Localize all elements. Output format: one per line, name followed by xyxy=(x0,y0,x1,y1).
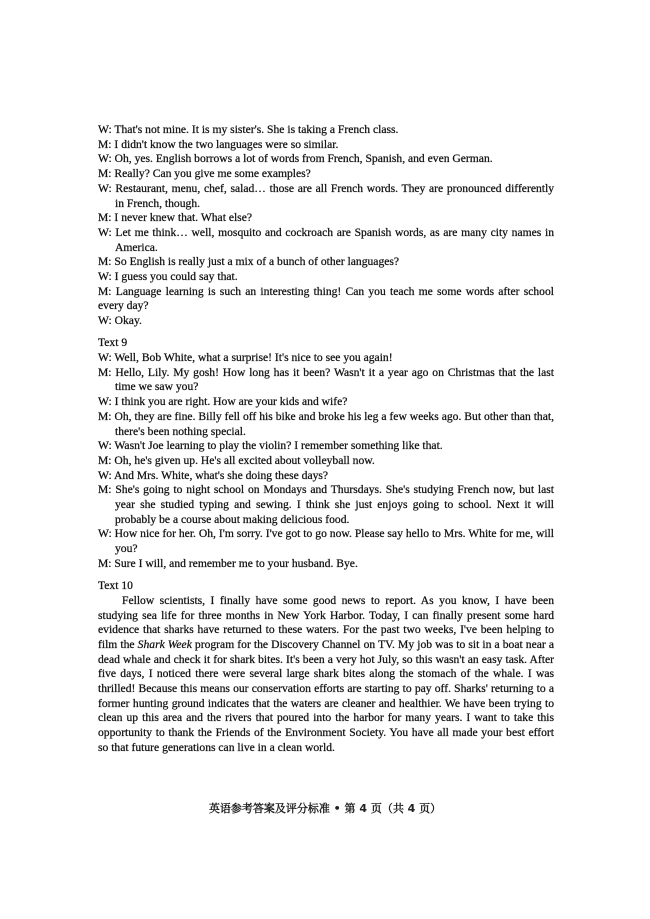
dialogue-line: M: Oh, he's given up. He's all excited about volleyball now. xyxy=(98,453,375,467)
text9-heading: Text 9 xyxy=(98,336,128,350)
dialogue-line: M: She's going to night school on Mondays and Thursdays. She's studying French now, but last year she studied typing and sewing. I think she just enjoys going to school. Next it will probably be a course about making delicious food. xyxy=(98,483,554,526)
dialogue-line: M: I didn't know the two languages were so similar. xyxy=(98,137,339,151)
dialogue-line: W: Let me think… well, mosquito and cockroach are Spanish words, as are many city names in America. xyxy=(98,225,554,254)
paragraph-text: program for the Discovery Channel on TV. My job was to sit in a boat near a dead whale and check it for shark bites. It's been a very hot July, so this wasn't an easy task. After five days, I noticed there were several large shark bites along the stomach of the whale. I was thrilled! Because this means our conservation efforts are starting to pay off. Sharks' returning to a former hunting ground indicates that the waters are cleaner and healthier. We have been trying to clean up this area and the rivers that poured into the harbor for many years. I want to take this opportunity to thank the Friends of the Environment Society. You have all made your best effort so that future generations can live in a clean world. xyxy=(98,637,554,754)
dialogue-text9 xyxy=(98,351,554,572)
dialogue-line: M: Really? Can you give me some examples? xyxy=(98,167,311,181)
dialogue-line: M: Oh, they are fine. Billy fell off his bike and broke his leg a few weeks ago. But other than that, there's been nothing special. xyxy=(98,409,554,438)
dialogue-line: M: So English is really just a mix of a bunch of other languages? xyxy=(98,255,400,269)
dialogue-line: M: Hello, Lily. My gosh! How long has it been? Wasn't it a year ago on Christmas that the last time we saw you? xyxy=(98,365,554,394)
dialogue-line: W: Oh, yes. English borrows a lot of words from French, Spanish, and even German. xyxy=(98,152,493,166)
dialogue-line: W: I think you are right. How are your kids and wife? xyxy=(98,395,348,409)
dialogue-line: M: I never knew that. What else? xyxy=(98,211,252,225)
dialogue-line: W: And Mrs. White, what's she doing these days? xyxy=(98,468,329,482)
dialogue-line: M: Sure I will, and remember me to your husband. Bye. xyxy=(98,556,358,570)
text10-heading: Text 10 xyxy=(98,579,133,593)
dialogue-line: W: I guess you could say that. xyxy=(98,270,238,284)
dialogue-line: W: That's not mine. It is my sister's. She is taking a French class. xyxy=(98,123,399,136)
dialogue-line: W: Restaurant, menu, chef, salad… those are all French words. They are pronounced differently in French, though. xyxy=(98,181,554,210)
dialogue-line: W: Okay. xyxy=(98,314,142,328)
text10-paragraph xyxy=(98,594,554,756)
dialogue-line: W: Wasn't Joe learning to play the violin? I remember something like that. xyxy=(98,439,443,453)
dialogue-text8 xyxy=(98,123,554,329)
document-page xyxy=(98,123,554,756)
dialogue-line: W: How nice for her. Oh, I'm sorry. I've got to go now. Please say hello to Mrs. White for me, will you? xyxy=(98,527,554,556)
dialogue-line: M: Language learning is such an interesting thing! Can you teach me some words after school every day? xyxy=(98,284,554,313)
paragraph-text: Fellow scientists, I finally have some good news to report. As you know, I have been studying sea life for three months in New York Harbor. Today, I can finally present some hard evidence that sharks have returned to these waters. For the past two weeks, I've been helping to film the xyxy=(98,593,554,651)
dialogue-line: W: Well, Bob White, what a surprise! It's nice to see you again! xyxy=(98,351,393,365)
page-footer: 英语参考答案及评分标准 • 第 4 页（共 4 页） xyxy=(208,802,442,815)
program-title: Shark Week xyxy=(137,637,192,651)
